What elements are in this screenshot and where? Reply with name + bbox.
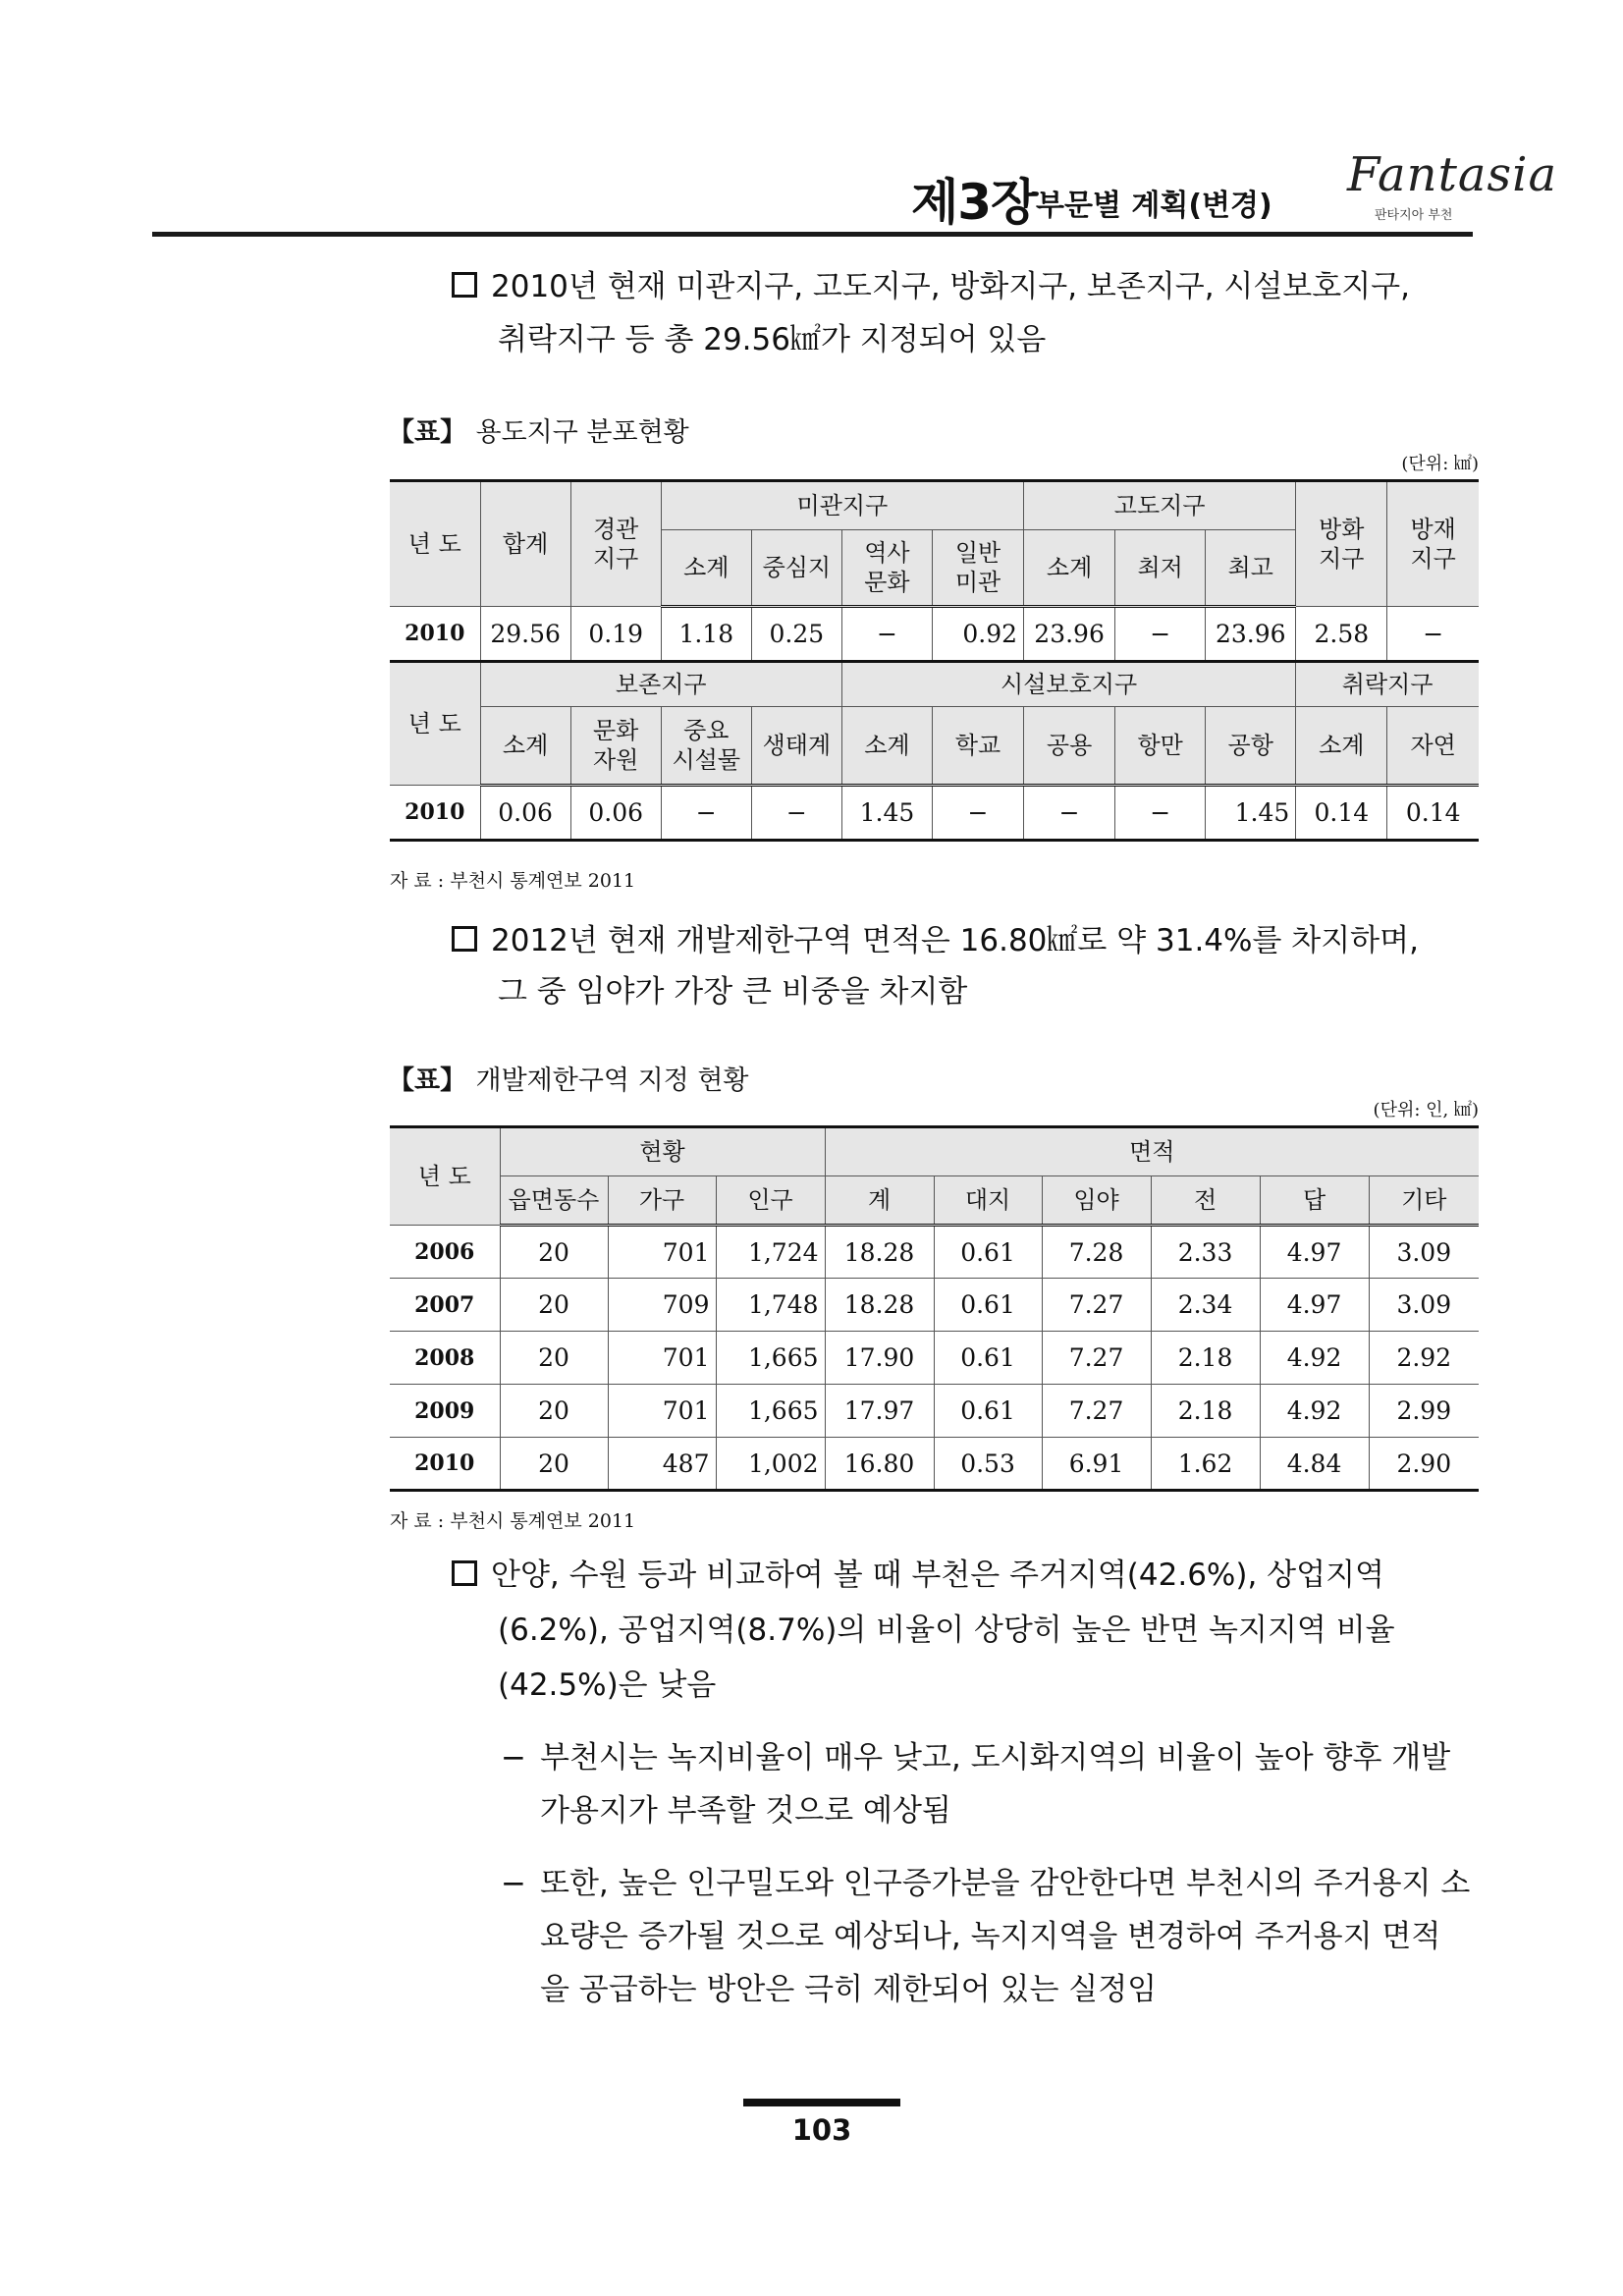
- table-cell: 2006: [390, 1226, 500, 1279]
- subheader-cell: 학교: [932, 707, 1023, 786]
- bullet-1-line-1: 2010년 현재 미관지구, 고도지구, 방화지구, 보존지구, 시설보호지구,: [452, 261, 1473, 312]
- table-cell: 23.96: [1024, 607, 1115, 662]
- header-year: 년 도: [390, 481, 480, 607]
- checkbox-bullet-icon: [452, 926, 477, 952]
- table-cell: 2007: [390, 1279, 500, 1332]
- table-cell: 6.91: [1042, 1438, 1151, 1491]
- table-cell: 0.14: [1296, 786, 1387, 841]
- table-cell: 2.92: [1369, 1332, 1479, 1385]
- table-cell: 0.92: [932, 607, 1023, 662]
- table-cell: −: [1024, 786, 1115, 841]
- dash-2-line-1: 또한, 높은 인구밀도와 인구증가분을 감안한다면 부천시의 주거용지 소: [540, 1866, 1471, 1901]
- table-cell: 1,724: [716, 1226, 825, 1279]
- header-aesthetic-district: 미관지구: [661, 481, 1023, 530]
- header-scenic-district: 경관 지구: [570, 481, 661, 607]
- table-cell: −: [751, 786, 841, 841]
- table-cell: 1.45: [841, 786, 932, 841]
- table-cell: 4.92: [1260, 1385, 1369, 1438]
- table-cell: 16.80: [825, 1438, 934, 1491]
- table-row: [390, 607, 1479, 662]
- subheader-cell: 문화 자원: [570, 707, 661, 786]
- bullet-2-line-2: 그 중 임야가 가장 큰 비중을 차지함: [498, 974, 968, 1010]
- table-cell: 17.97: [825, 1385, 934, 1438]
- table-row: [390, 1226, 1479, 1279]
- table-cell: 3.09: [1369, 1279, 1479, 1332]
- header-rule: [152, 232, 1473, 237]
- table-cell: 0.61: [934, 1385, 1042, 1438]
- fantasia-logo: [1347, 147, 1558, 226]
- subheader-cell: 자연: [1387, 707, 1479, 786]
- page-number-rule: [743, 2099, 900, 2106]
- table-cell: −: [661, 786, 751, 841]
- subheader-cell: 읍면동수: [500, 1176, 608, 1226]
- table-cell: 0.06: [480, 786, 570, 841]
- chapter-subtitle: 부문별 계획(변경): [1036, 189, 1272, 223]
- table-cell: 3.09: [1369, 1226, 1479, 1279]
- table-cell: 20: [500, 1226, 608, 1279]
- table-cell: 0.06: [570, 786, 661, 841]
- table-cell: 1,665: [716, 1332, 825, 1385]
- development-restriction-table: [390, 1125, 1479, 1492]
- table-cell: 0.61: [934, 1332, 1042, 1385]
- table-cell: 0.61: [934, 1226, 1042, 1279]
- table-1-source: 자 료 : 부천시 통계연보 2011: [390, 870, 636, 892]
- dash-1-marker: −: [501, 1740, 526, 1776]
- table-cell: 709: [608, 1279, 716, 1332]
- subheader-cell: 답: [1260, 1176, 1369, 1226]
- table-cell: 2009: [390, 1385, 500, 1438]
- table-cell: 0.53: [934, 1438, 1042, 1491]
- table-cell: 1,665: [716, 1385, 825, 1438]
- subheader-cell: 소계: [661, 530, 751, 607]
- dash-2-marker: −: [501, 1866, 526, 1901]
- table-cell: 0.19: [570, 607, 661, 662]
- table-row: [390, 1385, 1479, 1438]
- table-cell: 7.27: [1042, 1332, 1151, 1385]
- table-cell: −: [1115, 786, 1206, 841]
- table-cell: −: [932, 786, 1023, 841]
- header-facility-protection-district: 시설보호지구: [841, 662, 1295, 707]
- table-cell: 1,748: [716, 1279, 825, 1332]
- chapter-title: 제3장: [911, 174, 1038, 231]
- dash-2-line-2: 요량은 증가될 것으로 예상되나, 녹지지역을 변경하여 주거용지 면적: [540, 1919, 1441, 1954]
- header-year-2: 년 도: [390, 662, 480, 786]
- table-2-source: 자 료 : 부천시 통계연보 2011: [390, 1510, 636, 1532]
- subheader-cell: 소계: [1024, 530, 1115, 607]
- subheader-cell: 공항: [1206, 707, 1296, 786]
- page-number: 103: [791, 2113, 852, 2147]
- subheader-cell: 인구: [716, 1176, 825, 1226]
- subheader-cell: 공용: [1024, 707, 1115, 786]
- subheader-cell: 중요 시설물: [661, 707, 751, 786]
- bullet-2-line-1: 2012년 현재 개발제한구역 면적은 16.80㎢로 약 31.4%를 차지하며,: [452, 915, 1419, 966]
- table-cell: 1,002: [716, 1438, 825, 1491]
- table-cell: 2.33: [1151, 1226, 1260, 1279]
- table-cell: −: [1387, 607, 1479, 662]
- table-cell: 20: [500, 1332, 608, 1385]
- header-area: 면적: [825, 1127, 1479, 1176]
- subheader-cell: 기타: [1369, 1176, 1479, 1226]
- subheader-cell: 가구: [608, 1176, 716, 1226]
- subheader-cell: 항만: [1115, 707, 1206, 786]
- logo-subtext: 판타지아 부천: [1375, 208, 1453, 223]
- header-total: 합계: [480, 481, 570, 607]
- table-cell: 7.27: [1042, 1279, 1151, 1332]
- table-cell: 2010: [390, 1438, 500, 1491]
- table-cell: 0.14: [1387, 786, 1479, 841]
- table-cell: 23.96: [1206, 607, 1296, 662]
- table-row: [390, 1279, 1479, 1332]
- table-cell: −: [1115, 607, 1206, 662]
- table-cell: 2010: [390, 786, 480, 841]
- table-cell: 1.45: [1206, 786, 1296, 841]
- table-cell: 2.99: [1369, 1385, 1479, 1438]
- table-body: [390, 1226, 1479, 1491]
- table-cell: 2008: [390, 1332, 500, 1385]
- table-cell: 7.27: [1042, 1385, 1151, 1438]
- zoning-district-table: [390, 479, 1479, 842]
- header-disaster-district: 방재 지구: [1387, 481, 1479, 607]
- table-cell: 1.62: [1151, 1438, 1260, 1491]
- table-cell: 4.97: [1260, 1226, 1369, 1279]
- header-preservation-district: 보존지구: [480, 662, 841, 707]
- subheader-cell: 역사 문화: [841, 530, 932, 607]
- subheader-cell: 소계: [480, 707, 570, 786]
- table-cell: 29.56: [480, 607, 570, 662]
- table-row: [390, 1438, 1479, 1491]
- subheader-cell: 대지: [934, 1176, 1042, 1226]
- dash-1-line-2: 가용지가 부족할 것으로 예상됨: [540, 1793, 951, 1829]
- table-cell: 4.84: [1260, 1438, 1369, 1491]
- dash-2-line-3: 을 공급하는 방안은 극히 제한되어 있는 실정임: [540, 1972, 1158, 2007]
- table-cell: 487: [608, 1438, 716, 1491]
- subheader-cell: 최저: [1115, 530, 1206, 607]
- table-cell: −: [841, 607, 932, 662]
- table-cell: 4.92: [1260, 1332, 1369, 1385]
- table-row: [390, 1332, 1479, 1385]
- table-cell: 20: [500, 1385, 608, 1438]
- subheader-cell: 임야: [1042, 1176, 1151, 1226]
- table-cell: 2.18: [1151, 1385, 1260, 1438]
- table-cell: 0.61: [934, 1279, 1042, 1332]
- table-1-unit: (단위: ㎢): [1401, 454, 1479, 474]
- logo-wordmark: Fantasia: [1347, 147, 1558, 202]
- table-2-unit: (단위: 인, ㎢): [1373, 1100, 1479, 1121]
- table-cell: 1.18: [661, 607, 751, 662]
- table-cell: 2.18: [1151, 1332, 1260, 1385]
- table-cell: 2.58: [1296, 607, 1387, 662]
- subheader-cell: 일반 미관: [932, 530, 1023, 607]
- table-cell: 17.90: [825, 1332, 934, 1385]
- table-cell: 18.28: [825, 1226, 934, 1279]
- checkbox-bullet-icon: [452, 1560, 477, 1586]
- table-cell: 20: [500, 1438, 608, 1491]
- bullet-1-line-2: 취락지구 등 총 29.56㎢가 지정되어 있음: [498, 322, 1047, 357]
- table-cell: 701: [608, 1385, 716, 1438]
- table-cell: 4.97: [1260, 1279, 1369, 1332]
- bullet-3-line-1: 안양, 수원 등과 비교하여 볼 때 부천은 주거지역(42.6%), 상업지역: [452, 1550, 1384, 1601]
- table-cell: 18.28: [825, 1279, 934, 1332]
- subheader-cell: 전: [1151, 1176, 1260, 1226]
- subheader-cell: 소계: [841, 707, 932, 786]
- table-cell: 7.28: [1042, 1226, 1151, 1279]
- header-height-district: 고도지구: [1024, 481, 1296, 530]
- table-row: [390, 786, 1479, 841]
- dash-1-line-1: 부천시는 녹지비율이 매우 낮고, 도시화지역의 비율이 높아 향후 개발: [540, 1740, 1451, 1776]
- table-cell: 2010: [390, 607, 480, 662]
- subheader-cell: 중심지: [751, 530, 841, 607]
- bullet-3-line-2: (6.2%), 공업지역(8.7%)의 비율이 상당히 높은 반면 녹지지역 비율: [498, 1613, 1395, 1648]
- checkbox-bullet-icon: [452, 272, 477, 298]
- table-cell: 0.25: [751, 607, 841, 662]
- bullet-3-line-3: (42.5%)은 낮음: [498, 1667, 717, 1703]
- header-fire-district: 방화 지구: [1296, 481, 1387, 607]
- table-2-caption: 【표】 개발제한구역 지정 현황: [388, 1066, 749, 1096]
- table-cell: 701: [608, 1226, 716, 1279]
- header-status: 현황: [500, 1127, 825, 1176]
- table-cell: 20: [500, 1279, 608, 1332]
- subheader-cell: 계: [825, 1176, 934, 1226]
- subheader-cell: 소계: [1296, 707, 1387, 786]
- subheader-cell: 생태계: [751, 707, 841, 786]
- header-village-district: 취락지구: [1296, 662, 1479, 707]
- table-cell: 2.34: [1151, 1279, 1260, 1332]
- table-cell: 2.90: [1369, 1438, 1479, 1491]
- header-year: 년 도: [390, 1127, 500, 1226]
- table-cell: 701: [608, 1332, 716, 1385]
- subheader-cell: 최고: [1206, 530, 1296, 607]
- table-1-caption: 【표】 용도지구 분포현황: [388, 417, 689, 448]
